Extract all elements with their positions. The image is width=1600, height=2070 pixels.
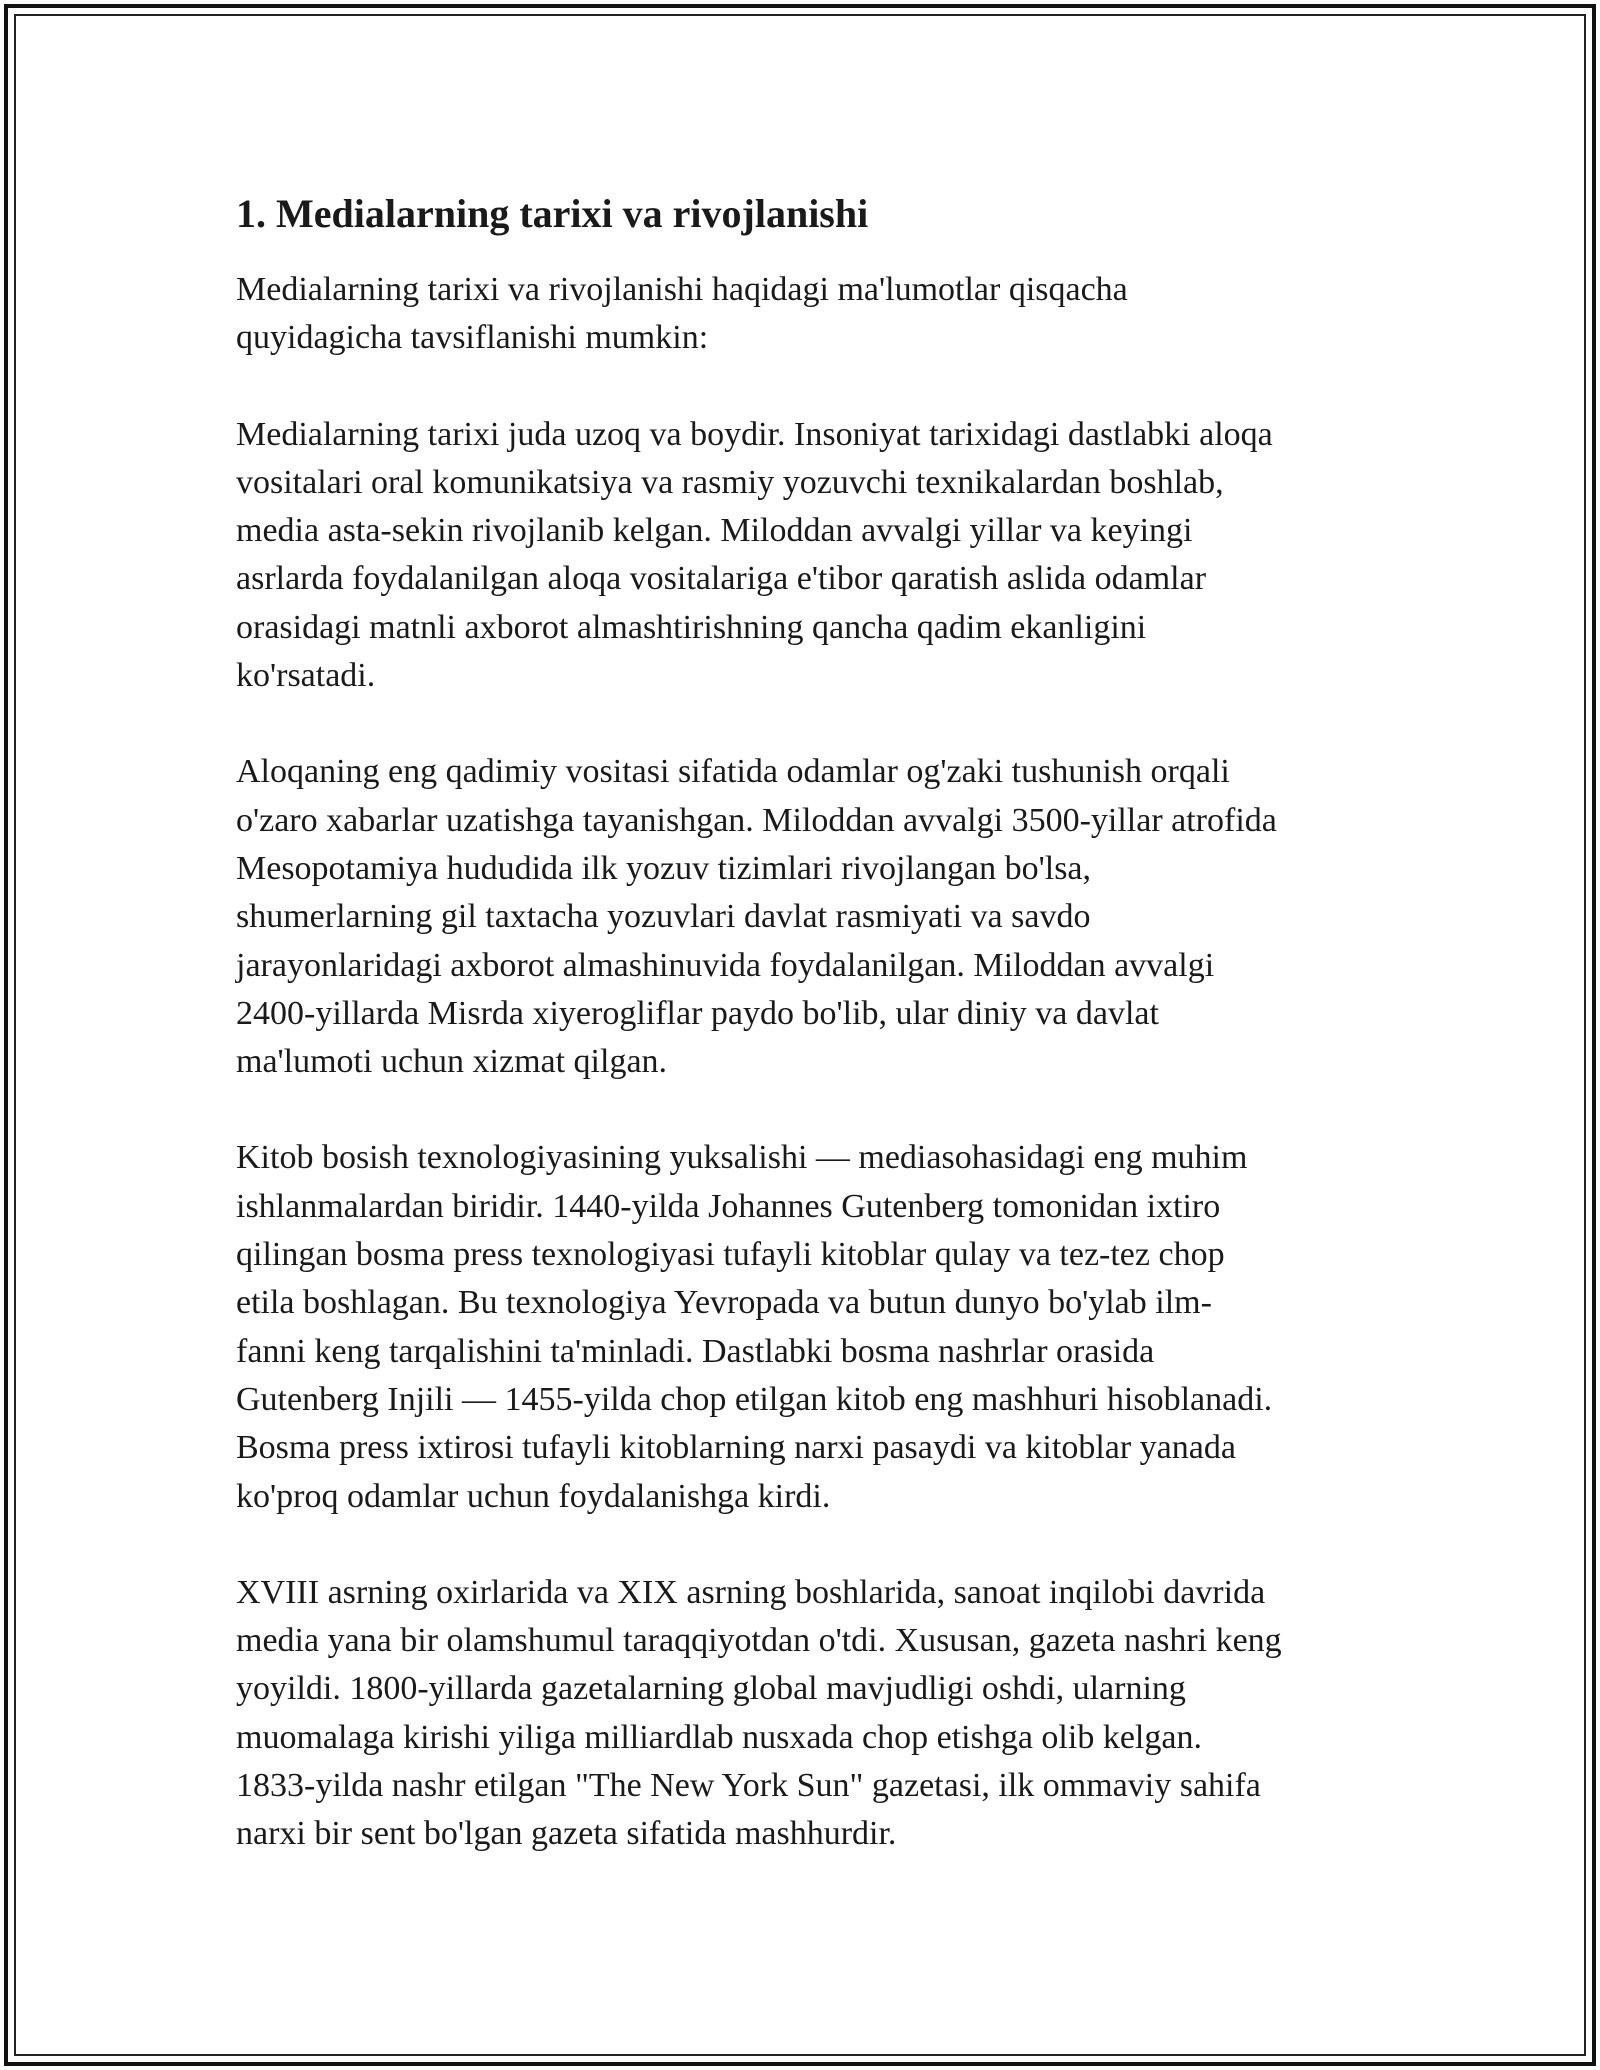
page-title: 1. Medialarning tarixi va rivojlanishi (236, 191, 869, 236)
paragraph-line: ma'lumoti uchun xizmat qilgan. (236, 1043, 668, 1081)
paragraph-line: quyidagicha tavsiflanishi mumkin: (236, 319, 709, 357)
paragraph-line: jarayonlaridagi axborot almashinuvida foydalanilgan. Miloddan avvalgi (236, 946, 1215, 984)
paragraph-line: 2400-yillarda Misrda xiyerogliflar paydo bo'lib, ular diniy va davlat (236, 994, 1159, 1032)
document-page (236, 180, 1386, 1907)
paragraph-line: Mesopotamiya hududida ilk yozuv tizimlari rivojlangan bo'lsa, (236, 849, 1092, 887)
paragraph-line: media asta-sekin rivojlanib kelgan. Miloddan avvalgi yillar va keyingi (236, 512, 1193, 550)
paragraph-line: ko'rsatadi. (236, 657, 376, 695)
paragraph-ancient-communication (236, 748, 1386, 1086)
paragraph-line: Medialarning tarixi va rivojlanishi haqidagi ma'lumotlar qisqacha (236, 271, 1128, 308)
paragraph-line: o'zaro xabarlar uzatishga tayanishgan. Miloddan avvalgi 3500-yillar atrofida (236, 801, 1277, 839)
paragraph-line: Aloqaning eng qadimiy vositasi sifatida odamlar og'zaki tushunish orqali (236, 753, 1230, 791)
paragraph-line: vositalari oral komunikatsiya va rasmiy yozuvchi texnikalardan boshlab, (236, 463, 1224, 501)
paragraph-intro (236, 266, 1386, 363)
paragraph-line: narxi bir sent bo'lgan gazeta sifatida mashhurdir. (236, 1815, 897, 1853)
paragraph-line: etila boshlagan. Bu texnologiya Yevropada va butun dunyo bo'ylab ilm- (236, 1284, 1212, 1322)
paragraph-line: 1833-yilda nashr etilgan "The New York Sun" gazetasi, ilk ommaviy sahifa (236, 1767, 1261, 1805)
paragraph-line: Kitob bosish texnologiyasining yuksalishi — mediasohasidagi eng muhim (236, 1139, 1248, 1177)
paragraph-line: yoyildi. 1800-yillarda gazetalarning global mavjudligi oshdi, ularning (236, 1670, 1186, 1708)
paragraph-line: muomalaga kirishi yiliga milliardlab nusxada chop etishga olib kelgan. (236, 1718, 1202, 1756)
paragraph-line: fanni keng tarqalishini ta'minladi. Dastlabki bosma nashrlar orasida (236, 1332, 1155, 1370)
paragraph-printing-press (236, 1134, 1386, 1520)
paragraph-line: Medialarning tarixi juda uzoq va boydir. Insoniyat tarixidagi dastlabki aloqa (236, 415, 1273, 453)
paragraph-line: Bosma press ixtirosi tufayli kitoblarning narxi pasaydi va kitoblar yanada (236, 1429, 1236, 1467)
paragraph-line: media yana bir olamshumul taraqqiyotdan o'tdi. Xususan, gazeta nashri keng (236, 1622, 1282, 1660)
paragraph-line: XVIII asrning oxirlarida va XIX asrning boshlarida, sanoat inqilobi davrida (236, 1573, 1266, 1611)
paragraph-line: qilingan bosma press texnologiyasi tufayli kitoblar qulay va tez-tez chop (236, 1236, 1225, 1274)
paragraph-line: asrlarda foydalanilgan aloqa vositalariga e'tibor qaratish aslida odamlar (236, 560, 1207, 598)
paragraph-history (236, 411, 1386, 701)
paragraph-line: shumerlarning gil taxtacha yozuvlari davlat rasmiyati va savdo (236, 898, 1091, 936)
paragraph-line: ko'proq odamlar uchun foydalanishga kirdi. (236, 1477, 831, 1515)
paragraph-newspapers (236, 1569, 1386, 1859)
paragraph-line: orasidagi matnli axborot almashtirishning qancha qadim ekanligini (236, 608, 1147, 646)
paragraph-line: Gutenberg Injili — 1455-yilda chop etilgan kitob eng mashhuri hisoblanadi. (236, 1380, 1273, 1418)
paragraph-line: ishlanmalardan biridir. 1440-yilda Johannes Gutenberg tomonidan ixtiro (236, 1187, 1221, 1225)
